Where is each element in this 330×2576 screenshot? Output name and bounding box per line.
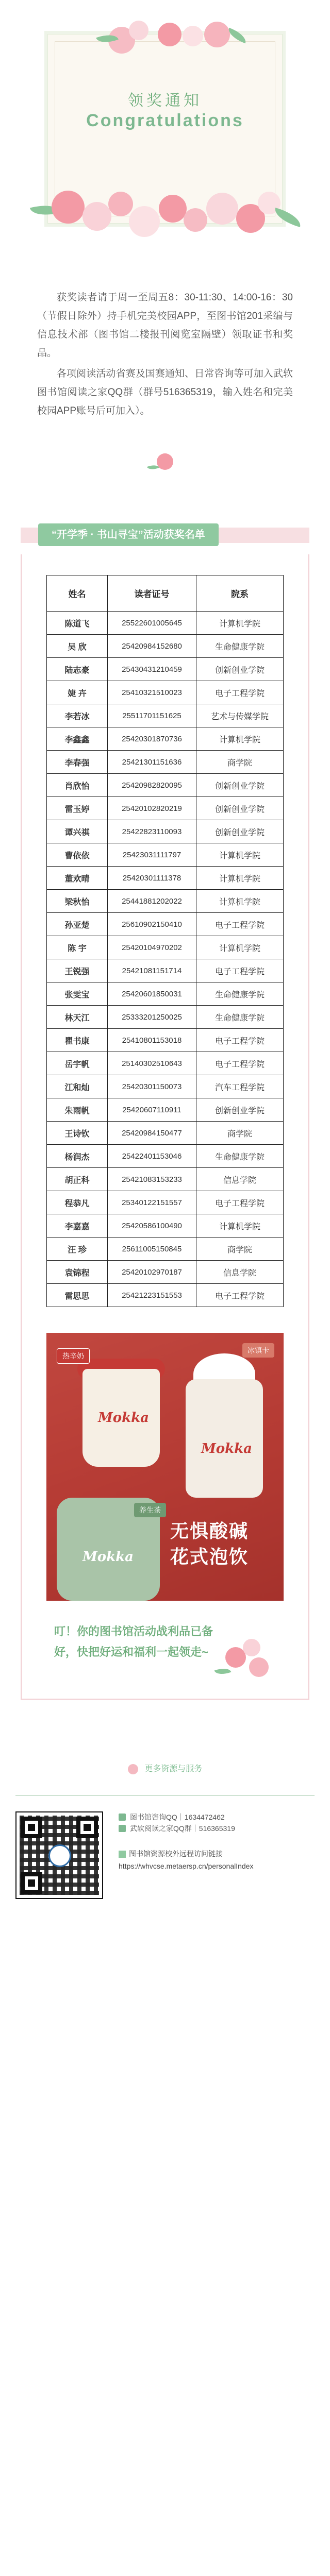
table-row	[47, 1029, 284, 1052]
table-row	[47, 1238, 284, 1261]
winner-department: 电子工程学院	[196, 1191, 284, 1214]
winner-department: 电子工程学院	[196, 1284, 284, 1307]
reader-card-number: 25611005150845	[108, 1238, 196, 1261]
table-row	[47, 890, 284, 913]
winner-department: 计算机学院	[196, 727, 284, 751]
hero-title-cn: 领奖通知	[128, 92, 202, 110]
winner-department: 计算机学院	[196, 867, 284, 890]
winner-name: 袁锦程	[47, 1261, 108, 1284]
winners-section-title: “开学季 · 书山寻宝”活动获奖名单	[38, 523, 219, 546]
winner-department: 计算机学院	[196, 612, 284, 635]
reader-card-number: 25410321510023	[108, 681, 196, 704]
table-row	[47, 1261, 284, 1284]
prize-photo	[46, 1333, 284, 1601]
table-row	[47, 612, 284, 635]
table-header-row	[47, 575, 284, 612]
remote-access-link[interactable]	[119, 1848, 315, 1872]
winner-name: 张雯宝	[47, 982, 108, 1006]
table-row	[47, 1075, 284, 1098]
flower-decoration	[220, 1637, 277, 1683]
qq-consult: 图书馆咨询QQ｜1634472462	[130, 1812, 225, 1821]
reader-card-number: 25422823110093	[108, 820, 196, 843]
reader-card-number: 25430431210459	[108, 658, 196, 681]
winner-name: 王锐强	[47, 959, 108, 982]
winner-department: 商学院	[196, 1122, 284, 1145]
slogan-line: 花式泡饮	[170, 1546, 249, 1567]
winner-name: 林天江	[47, 1006, 108, 1029]
table-row	[47, 982, 284, 1006]
winners-header	[0, 518, 330, 549]
reader-card-number: 25420102970187	[108, 1261, 196, 1284]
reader-card-number: 25420104970202	[108, 936, 196, 959]
winner-department: 创新创业学院	[196, 820, 284, 843]
reader-card-number: 25420301870736	[108, 727, 196, 751]
flower-decoration	[183, 26, 203, 46]
winner-name: 汪 珍	[47, 1238, 108, 1261]
winners-table	[46, 575, 284, 1307]
winner-name: 雷玉婷	[47, 797, 108, 820]
winners-table-body	[47, 612, 284, 1307]
reader-card-number: 25333201250025	[108, 1006, 196, 1029]
footer-info-block	[119, 1811, 315, 1899]
flower-decoration	[206, 193, 238, 225]
winner-name: 朱雨帆	[47, 1098, 108, 1122]
remote-access-url[interactable]: https://whvcse.metaersp.cn/personalIndex	[119, 1861, 254, 1870]
reader-card-number: 25420301111378	[108, 867, 196, 890]
reader-card-number: 25420601850031	[108, 982, 196, 1006]
table-row	[47, 1145, 284, 1168]
reader-card-number: 25421223151553	[108, 1284, 196, 1307]
qr-code-image[interactable]	[15, 1811, 103, 1899]
library-logo-icon	[48, 1844, 71, 1867]
winner-name: 谭兴祺	[47, 820, 108, 843]
reader-card-number: 25441881202022	[108, 890, 196, 913]
winner-department: 电子工程学院	[196, 1052, 284, 1075]
winner-name: 程恭凡	[47, 1191, 108, 1214]
table-row	[47, 1098, 284, 1122]
winner-department: 创新创业学院	[196, 1098, 284, 1122]
flower-decoration	[158, 23, 182, 46]
white-cup-image	[186, 1379, 263, 1498]
column-header-name: 姓名	[47, 575, 108, 612]
reader-card-number: 25420984150477	[108, 1122, 196, 1145]
winner-name: 孙亚楚	[47, 913, 108, 936]
reader-card-number: 25511701151625	[108, 704, 196, 727]
winner-name: 李鑫鑫	[47, 727, 108, 751]
winner-name: 李春强	[47, 751, 108, 774]
winner-name: 瞿书康	[47, 1029, 108, 1052]
more-services-link[interactable]	[0, 1762, 330, 1774]
table-row	[47, 681, 284, 704]
table-row	[47, 1006, 284, 1029]
table-row	[47, 751, 284, 774]
table-row	[47, 635, 284, 658]
winner-name: 陆志豪	[47, 658, 108, 681]
winner-department: 计算机学院	[196, 936, 284, 959]
winner-name: 梁秋怡	[47, 890, 108, 913]
photo-slogan	[170, 1518, 249, 1570]
reader-card-number: 25423031111797	[108, 843, 196, 867]
flower-decoration	[129, 206, 160, 237]
table-row	[47, 1052, 284, 1075]
flower-icon	[155, 451, 175, 472]
table-row	[47, 1284, 284, 1307]
winner-name: 董欢晴	[47, 867, 108, 890]
intro-paragraph-pickup: 获奖读者请于周一至周五8：30-11:30、14:00-16：30（节假日除外）持手机完美校园APP，至图书馆201采编与信息技术部（图书馆二楼报刊阅览室隔壁）领取证书和奖品。	[37, 292, 293, 359]
table-row	[47, 1191, 284, 1214]
qq-group: 武软阅读之家QQ群｜516365319	[130, 1824, 235, 1833]
hero-title-en: Congratulations	[86, 111, 244, 130]
table-row	[47, 843, 284, 867]
winners-frame	[21, 554, 309, 1700]
winner-department: 计算机学院	[196, 890, 284, 913]
table-row	[47, 959, 284, 982]
winner-name: 李嘉嘉	[47, 1214, 108, 1238]
winner-name: 岳宇帆	[47, 1052, 108, 1075]
winner-department: 计算机学院	[196, 1214, 284, 1238]
reader-card-number: 25422401153046	[108, 1145, 196, 1168]
table-row	[47, 704, 284, 727]
flower-decoration	[129, 21, 148, 40]
winner-department: 电子工程学院	[196, 913, 284, 936]
winner-name: 陈道飞	[47, 612, 108, 635]
table-row	[47, 797, 284, 820]
reader-card-number: 25610902150410	[108, 913, 196, 936]
qq-icon	[119, 1814, 126, 1821]
table-row	[47, 867, 284, 890]
table-row	[47, 913, 284, 936]
winner-name: 杨润杰	[47, 1145, 108, 1168]
reader-card-number: 25410801153018	[108, 1029, 196, 1052]
winner-department: 电子工程学院	[196, 959, 284, 982]
winner-department: 电子工程学院	[196, 1029, 284, 1052]
table-row	[47, 658, 284, 681]
winner-department: 生命健康学院	[196, 1145, 284, 1168]
winner-department: 商学院	[196, 1238, 284, 1261]
winner-name: 肖欣怡	[47, 774, 108, 797]
photo-tag: 热辛奶	[57, 1348, 90, 1364]
winner-department: 生命健康学院	[196, 635, 284, 658]
reader-card-number: 25420586100490	[108, 1214, 196, 1238]
table-row	[47, 727, 284, 751]
reader-card-number: 25420607110911	[108, 1098, 196, 1122]
flower-decoration	[184, 208, 207, 232]
intro-text	[0, 289, 330, 420]
winner-name: 李若冰	[47, 704, 108, 727]
flower-decoration	[108, 192, 133, 216]
table-row	[47, 774, 284, 797]
photo-tag: 冰镇卡	[242, 1343, 274, 1358]
winner-department: 信息学院	[196, 1261, 284, 1284]
winner-name: 王诗钦	[47, 1122, 108, 1145]
remote-access-label: 图书馆资源校外远程访问链接	[129, 1849, 223, 1858]
column-header-card: 读者证号	[108, 575, 196, 612]
winner-name: 吴 欣	[47, 635, 108, 658]
intro-paragraph-qq: 各项阅读活动省赛及国赛通知、日常咨询等可加入武软图书馆阅读之家QQ群（群号516365319，输入姓名和完美校园APP账号后可加入）。	[37, 368, 293, 416]
winner-name: 陈 宇	[47, 936, 108, 959]
reader-card-number: 25340122151557	[108, 1191, 196, 1214]
winner-department: 汽车工程学院	[196, 1075, 284, 1098]
winner-name: 胡正科	[47, 1168, 108, 1191]
reader-card-number: 25421301151636	[108, 751, 196, 774]
brand-logo: Mokka	[82, 1549, 134, 1565]
brand-logo: Mokka	[98, 1410, 149, 1426]
reader-card-number: 25420982820095	[108, 774, 196, 797]
winner-department: 艺术与传媒学院	[196, 704, 284, 727]
reader-card-number: 25522601005645	[108, 612, 196, 635]
winner-department: 信息学院	[196, 1168, 284, 1191]
table-row	[47, 1122, 284, 1145]
winner-department: 商学院	[196, 751, 284, 774]
cta-text: 叮！你的图书馆活动战利品已备好，快把好运和福利一起领走~	[54, 1625, 213, 1658]
slogan-line: 无惧酸碱	[170, 1520, 249, 1541]
winner-department: 计算机学院	[196, 843, 284, 867]
book-icon	[119, 1851, 126, 1858]
more-services-label: 更多资源与服务	[144, 1765, 203, 1773]
hero-section	[0, 0, 330, 289]
table-row	[47, 1214, 284, 1238]
reader-card-number: 25420102820219	[108, 797, 196, 820]
brand-logo: Mokka	[201, 1441, 252, 1456]
winner-department: 创新创业学院	[196, 774, 284, 797]
winner-department: 生命健康学院	[196, 1006, 284, 1029]
column-header-dept: 院系	[196, 575, 284, 612]
footer-info	[119, 1811, 315, 1834]
flower-decoration	[159, 195, 187, 223]
winner-department: 生命健康学院	[196, 982, 284, 1006]
reader-card-number: 25421081151714	[108, 959, 196, 982]
reader-card-number: 25421083153233	[108, 1168, 196, 1191]
flower-decoration	[52, 191, 85, 224]
winner-department: 创新创业学院	[196, 658, 284, 681]
reader-card-number: 25420301150073	[108, 1075, 196, 1098]
qq-group-icon	[119, 1825, 126, 1832]
winner-name: 婕 卉	[47, 681, 108, 704]
flower-decoration	[204, 22, 230, 47]
winner-department: 电子工程学院	[196, 681, 284, 704]
table-row	[47, 936, 284, 959]
flower-decoration	[82, 202, 111, 231]
table-row	[47, 1168, 284, 1191]
winner-department: 创新创业学院	[196, 797, 284, 820]
reader-card-number: 25420984152680	[108, 635, 196, 658]
winner-name: 雷思思	[47, 1284, 108, 1307]
reader-card-number: 25140302510643	[108, 1052, 196, 1075]
footer	[0, 1796, 330, 1899]
photo-tag: 养生茶	[134, 1503, 166, 1517]
winner-name: 曹依依	[47, 843, 108, 867]
table-row	[47, 820, 284, 843]
flower-icon	[128, 1764, 138, 1774]
winner-name: 江和灿	[47, 1075, 108, 1098]
